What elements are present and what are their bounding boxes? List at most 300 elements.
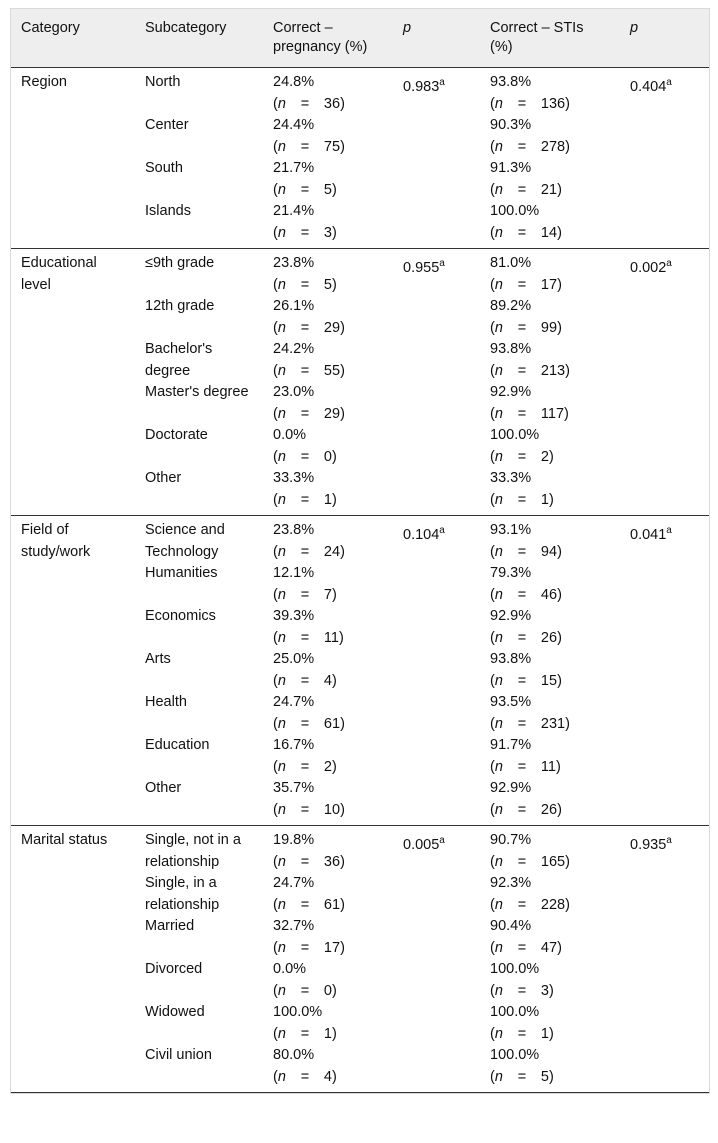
paren-close: ) [557,801,562,818]
count-value: 17 [540,276,558,293]
count-value: 55 [323,362,341,379]
paren-close: ) [565,138,570,155]
table-row [11,1045,709,1093]
stis-count [490,490,578,512]
p-pregnancy-cell [393,468,480,516]
paren-close: ) [332,181,337,198]
p-pregnancy-cell [393,873,480,916]
n-symbol: n [494,853,503,870]
header-subcategory: Subcategory [135,9,263,68]
paren-open: ( [490,758,495,775]
p-stis-cell [620,778,709,826]
equals-symbol: = [517,543,527,560]
paren-open: ( [273,95,278,112]
category-cell [11,115,135,158]
equals-symbol: = [300,362,310,379]
stis-percent: 100.0% [490,1047,540,1063]
equals-symbol: = [517,448,527,465]
paren-open: ( [490,715,495,732]
p-pregnancy-cell [393,563,480,606]
p-stis-cell [620,563,709,606]
pregnancy-count [273,490,361,512]
p-stis-cell [620,649,709,692]
p-stis-cell [620,296,709,339]
table-row [11,1002,709,1045]
count-value: 99 [540,319,558,336]
table-row [11,649,709,692]
p-pregnancy-cell [393,296,480,339]
p-pregnancy-cell [393,249,480,297]
p-pregnancy-cell [393,649,480,692]
paren-open: ( [273,181,278,198]
pregnancy-percent: 24.4% [273,117,315,133]
subcategory-cell: Other [135,468,263,516]
pregnancy-count [273,275,361,297]
paren-open: ( [273,586,278,603]
stis-cell [480,425,620,468]
equals-symbol: = [517,629,527,646]
stis-count [490,800,578,822]
paren-close: ) [555,758,561,775]
p-pregnancy-cell [393,1045,480,1093]
stis-percent: 92.9% [490,384,532,400]
pregnancy-count [273,852,361,874]
paren-open: ( [273,982,278,999]
paren-close: ) [332,1068,337,1085]
stis-count [490,137,578,159]
paren-open: ( [273,138,278,155]
paren-open: ( [273,543,278,560]
p-pregnancy-cell [393,382,480,425]
pregnancy-percent: 24.2% [273,341,315,357]
pregnancy-percent: 33.3% [273,470,315,486]
paren-close: ) [565,896,570,913]
p-stis-cell [620,201,709,249]
equals-symbol: = [517,138,527,155]
equals-symbol: = [300,405,310,422]
count-value: 21 [540,181,558,198]
n-symbol: n [494,939,503,956]
stis-cell [480,201,620,249]
pregnancy-count [273,800,361,822]
p-value: 0.002 [630,259,667,276]
p-stis-cell [620,382,709,425]
p-stis-cell [620,339,709,382]
pregnancy-cell [263,468,393,516]
pregnancy-count [273,714,361,736]
paren-close: ) [549,1025,554,1042]
count-value: 136 [540,95,566,112]
category-cell [11,778,135,826]
p-pregnancy-cell [393,115,480,158]
equals-symbol: = [300,448,310,465]
stis-percent: 91.7% [490,737,532,753]
stis-count [490,94,578,116]
paren-open: ( [490,853,495,870]
pregnancy-count [273,895,361,917]
pregnancy-percent: 12.1% [273,565,315,581]
count-value: 29 [323,405,341,422]
stis-percent: 100.0% [490,203,540,219]
pregnancy-percent: 39.3% [273,608,315,624]
n-symbol: n [494,629,503,646]
category-cell [11,563,135,606]
n-symbol: n [277,224,286,241]
n-symbol: n [277,629,286,646]
pregnancy-count [273,628,361,650]
pregnancy-percent: 21.4% [273,203,315,219]
table-row [11,115,709,158]
table-row [11,873,709,916]
p-stis-cell [620,158,709,201]
stis-cell [480,606,620,649]
pregnancy-count [273,585,361,607]
paren-close: ) [332,1025,337,1042]
stis-count [490,757,578,779]
p-stis-cell [620,1045,709,1093]
count-value: 75 [323,138,341,155]
paren-close: ) [340,95,345,112]
pregnancy-cell [263,158,393,201]
stis-percent: 92.3% [490,875,532,891]
p-stis-cell [620,826,709,874]
n-symbol: n [494,982,503,999]
subcategory-cell: Single, in a relationship [145,875,220,913]
paren-open: ( [273,1025,278,1042]
stis-cell [480,1002,620,1045]
stis-cell [480,249,620,297]
p-pregnancy-cell [393,1002,480,1045]
subcategory-cell: Master's degree [145,384,249,400]
equals-symbol: = [517,896,527,913]
count-value: 0 [323,448,332,465]
paren-close: ) [549,491,554,508]
paren-open: ( [490,586,495,603]
table-row [11,68,709,116]
paren-close: ) [565,95,570,112]
table-row [11,606,709,649]
stis-count [490,1067,578,1089]
n-symbol: n [277,896,286,913]
paren-close: ) [332,586,337,603]
table-row [11,516,709,564]
pregnancy-count [273,94,361,116]
n-symbol: n [494,95,503,112]
paren-open: ( [490,672,495,689]
n-symbol: n [494,586,503,603]
n-symbol: n [494,276,503,293]
pregnancy-cell [263,1002,393,1045]
paren-open: ( [490,224,495,241]
n-symbol: n [494,715,503,732]
n-symbol: n [277,319,286,336]
n-symbol: n [277,448,286,465]
pregnancy-percent: 21.7% [273,160,315,176]
equals-symbol: = [300,181,310,198]
pregnancy-cell [263,606,393,649]
p-pregnancy-cell [393,692,480,735]
footnote-marker: a [439,77,445,88]
category-cell [11,692,135,735]
subcategory-cell: Single, not in a relationship [145,832,241,870]
p-stis-cell [620,735,709,778]
p-stis-cell [620,959,709,1002]
paren-open: ( [490,405,495,422]
pregnancy-cell [263,115,393,158]
category-cell [11,296,135,339]
n-symbol: n [277,586,286,603]
stis-count [490,318,578,340]
header-p-pregnancy: p [393,9,480,68]
pregnancy-percent: 24.7% [273,694,315,710]
n-symbol: n [277,1025,286,1042]
paren-open: ( [490,362,495,379]
paren-open: ( [273,629,278,646]
paren-open: ( [490,448,495,465]
paren-open: ( [273,715,278,732]
category-cell [11,873,135,916]
p-stis-cell [620,115,709,158]
n-symbol: n [277,715,286,732]
pregnancy-percent: 24.7% [273,875,315,891]
category-cell [11,1045,135,1093]
category-cell [11,916,135,959]
stis-percent: 33.3% [490,470,532,486]
pregnancy-percent: 19.8% [273,832,315,848]
paren-close: ) [332,224,337,241]
p-stis-cell [620,249,709,297]
p-pregnancy-cell [393,826,480,874]
count-value: 10 [323,801,341,818]
category-cell: Field of study/work [21,522,91,560]
count-value: 117 [540,405,565,422]
paren-open: ( [273,672,278,689]
p-pregnancy-cell [393,339,480,382]
stis-count [490,981,578,1003]
paren-close: ) [332,758,337,775]
count-value: 2 [323,758,332,775]
paren-open: ( [490,1025,495,1042]
paren-close: ) [549,448,554,465]
equals-symbol: = [517,939,527,956]
n-symbol: n [494,896,503,913]
stis-cell [480,692,620,735]
table-row [11,959,709,1002]
paren-close: ) [340,939,345,956]
category-cell: Region [21,74,67,90]
count-value: 47 [540,939,558,956]
header-correct-stis: Correct – STIs (%) [480,9,620,68]
pregnancy-percent: 0.0% [273,961,307,977]
paren-close: ) [557,276,562,293]
pregnancy-percent: 23.0% [273,384,315,400]
n-symbol: n [494,405,503,422]
table-row [11,563,709,606]
count-value: 24 [323,543,341,560]
equals-symbol: = [300,672,310,689]
stis-count [490,938,578,960]
paren-open: ( [273,896,278,913]
count-value: 26 [540,801,558,818]
equals-symbol: = [517,319,527,336]
n-symbol: n [494,672,503,689]
n-symbol: n [277,138,286,155]
paren-open: ( [273,801,278,818]
stis-count [490,628,578,650]
equals-symbol: = [300,939,310,956]
paren-close: ) [565,853,570,870]
paren-close: ) [332,491,337,508]
p-value: 0.104 [403,526,440,543]
n-symbol: n [277,1068,286,1085]
n-symbol: n [494,319,503,336]
footnote-marker: a [439,835,445,846]
paren-close: ) [340,138,345,155]
count-value: 1 [323,1025,332,1042]
paren-open: ( [273,1068,278,1085]
paren-close: ) [557,543,562,560]
subcategory-cell: Other [135,778,263,826]
footnote-marker: a [666,835,672,846]
stis-percent: 81.0% [490,255,532,271]
count-value: 4 [323,672,332,689]
paren-close: ) [549,1068,554,1085]
paren-close: ) [340,319,345,336]
header-category: Category [11,9,135,68]
paren-close: ) [340,896,345,913]
pregnancy-cell [263,249,393,297]
category-cell [11,606,135,649]
p-pregnancy-cell [393,735,480,778]
paren-close: ) [338,629,344,646]
p-value: 0.005 [403,836,440,853]
equals-symbol: = [517,224,527,241]
equals-symbol: = [300,801,310,818]
pregnancy-count [273,318,361,340]
paren-close: ) [340,362,345,379]
equals-symbol: = [517,758,527,775]
equals-symbol: = [517,491,527,508]
paren-open: ( [273,939,278,956]
paren-close: ) [557,224,562,241]
subcategory-cell: Economics [145,608,216,624]
p-pregnancy-cell [393,606,480,649]
stis-count [490,404,578,426]
n-symbol: n [277,276,286,293]
subcategory-cell: South [145,160,183,176]
equals-symbol: = [300,319,310,336]
p-stis-cell [620,425,709,468]
paren-open: ( [273,405,278,422]
category-cell [11,735,135,778]
n-symbol: n [494,491,503,508]
p-stis-cell [620,468,709,516]
stis-cell [480,468,620,516]
category-cell: Educational level [21,255,97,293]
paren-open: ( [273,448,278,465]
paren-open: ( [490,896,495,913]
n-symbol: n [277,853,286,870]
equals-symbol: = [300,715,310,732]
n-symbol: n [494,758,503,775]
pregnancy-cell [263,425,393,468]
pregnancy-count [273,1024,361,1046]
stis-percent: 100.0% [490,961,540,977]
pregnancy-percent: 23.8% [273,522,315,538]
stis-percent: 90.3% [490,117,532,133]
p-value: 0.041 [630,526,667,543]
stis-percent: 93.8% [490,341,532,357]
pregnancy-percent: 25.0% [273,651,315,667]
pregnancy-cell [263,826,393,874]
footnote-marker: a [666,77,672,88]
pregnancy-cell [263,735,393,778]
stis-cell [480,778,620,826]
table-row [11,778,709,826]
n-symbol: n [494,1068,503,1085]
pregnancy-percent: 23.8% [273,255,315,271]
p-pregnancy-cell [393,158,480,201]
paren-open: ( [490,276,495,293]
results-table-container [10,8,710,1094]
equals-symbol: = [517,362,527,379]
results-table [11,9,709,1093]
n-symbol: n [277,405,286,422]
table-row [11,296,709,339]
count-value: 94 [540,543,558,560]
n-symbol: n [277,362,286,379]
paren-open: ( [490,95,495,112]
pregnancy-cell [263,692,393,735]
stis-count [490,671,578,693]
count-value: 228 [540,896,566,913]
subcategory-cell: North [145,74,181,90]
subcategory-cell: Doctorate [145,427,208,443]
stis-count [490,180,578,202]
stis-count [490,361,578,383]
count-value: 1 [540,1025,549,1042]
pregnancy-percent: 24.8% [273,74,315,90]
pregnancy-cell [263,778,393,826]
pregnancy-count [273,447,361,469]
n-symbol: n [494,448,503,465]
paren-open: ( [490,181,495,198]
count-value: 36 [323,853,341,870]
pregnancy-cell [263,516,393,564]
p-value: 0.404 [630,78,667,95]
footnote-marker: a [666,258,672,269]
n-symbol: n [277,95,286,112]
p-value: 0.955 [403,259,440,276]
count-value: 2 [540,448,549,465]
n-symbol: n [494,801,503,818]
paren-open: ( [273,319,278,336]
pregnancy-count [273,404,361,426]
p-stis-cell [620,692,709,735]
paren-close: ) [340,853,345,870]
stis-cell [480,516,620,564]
equals-symbol: = [517,801,527,818]
count-value: 11 [540,758,556,775]
stis-cell [480,68,620,116]
stis-count [490,275,578,297]
pregnancy-cell [263,916,393,959]
pregnancy-count [273,1067,361,1089]
category-cell [11,468,135,516]
pregnancy-count [273,757,361,779]
pregnancy-cell [263,201,393,249]
category-cell [11,959,135,1002]
